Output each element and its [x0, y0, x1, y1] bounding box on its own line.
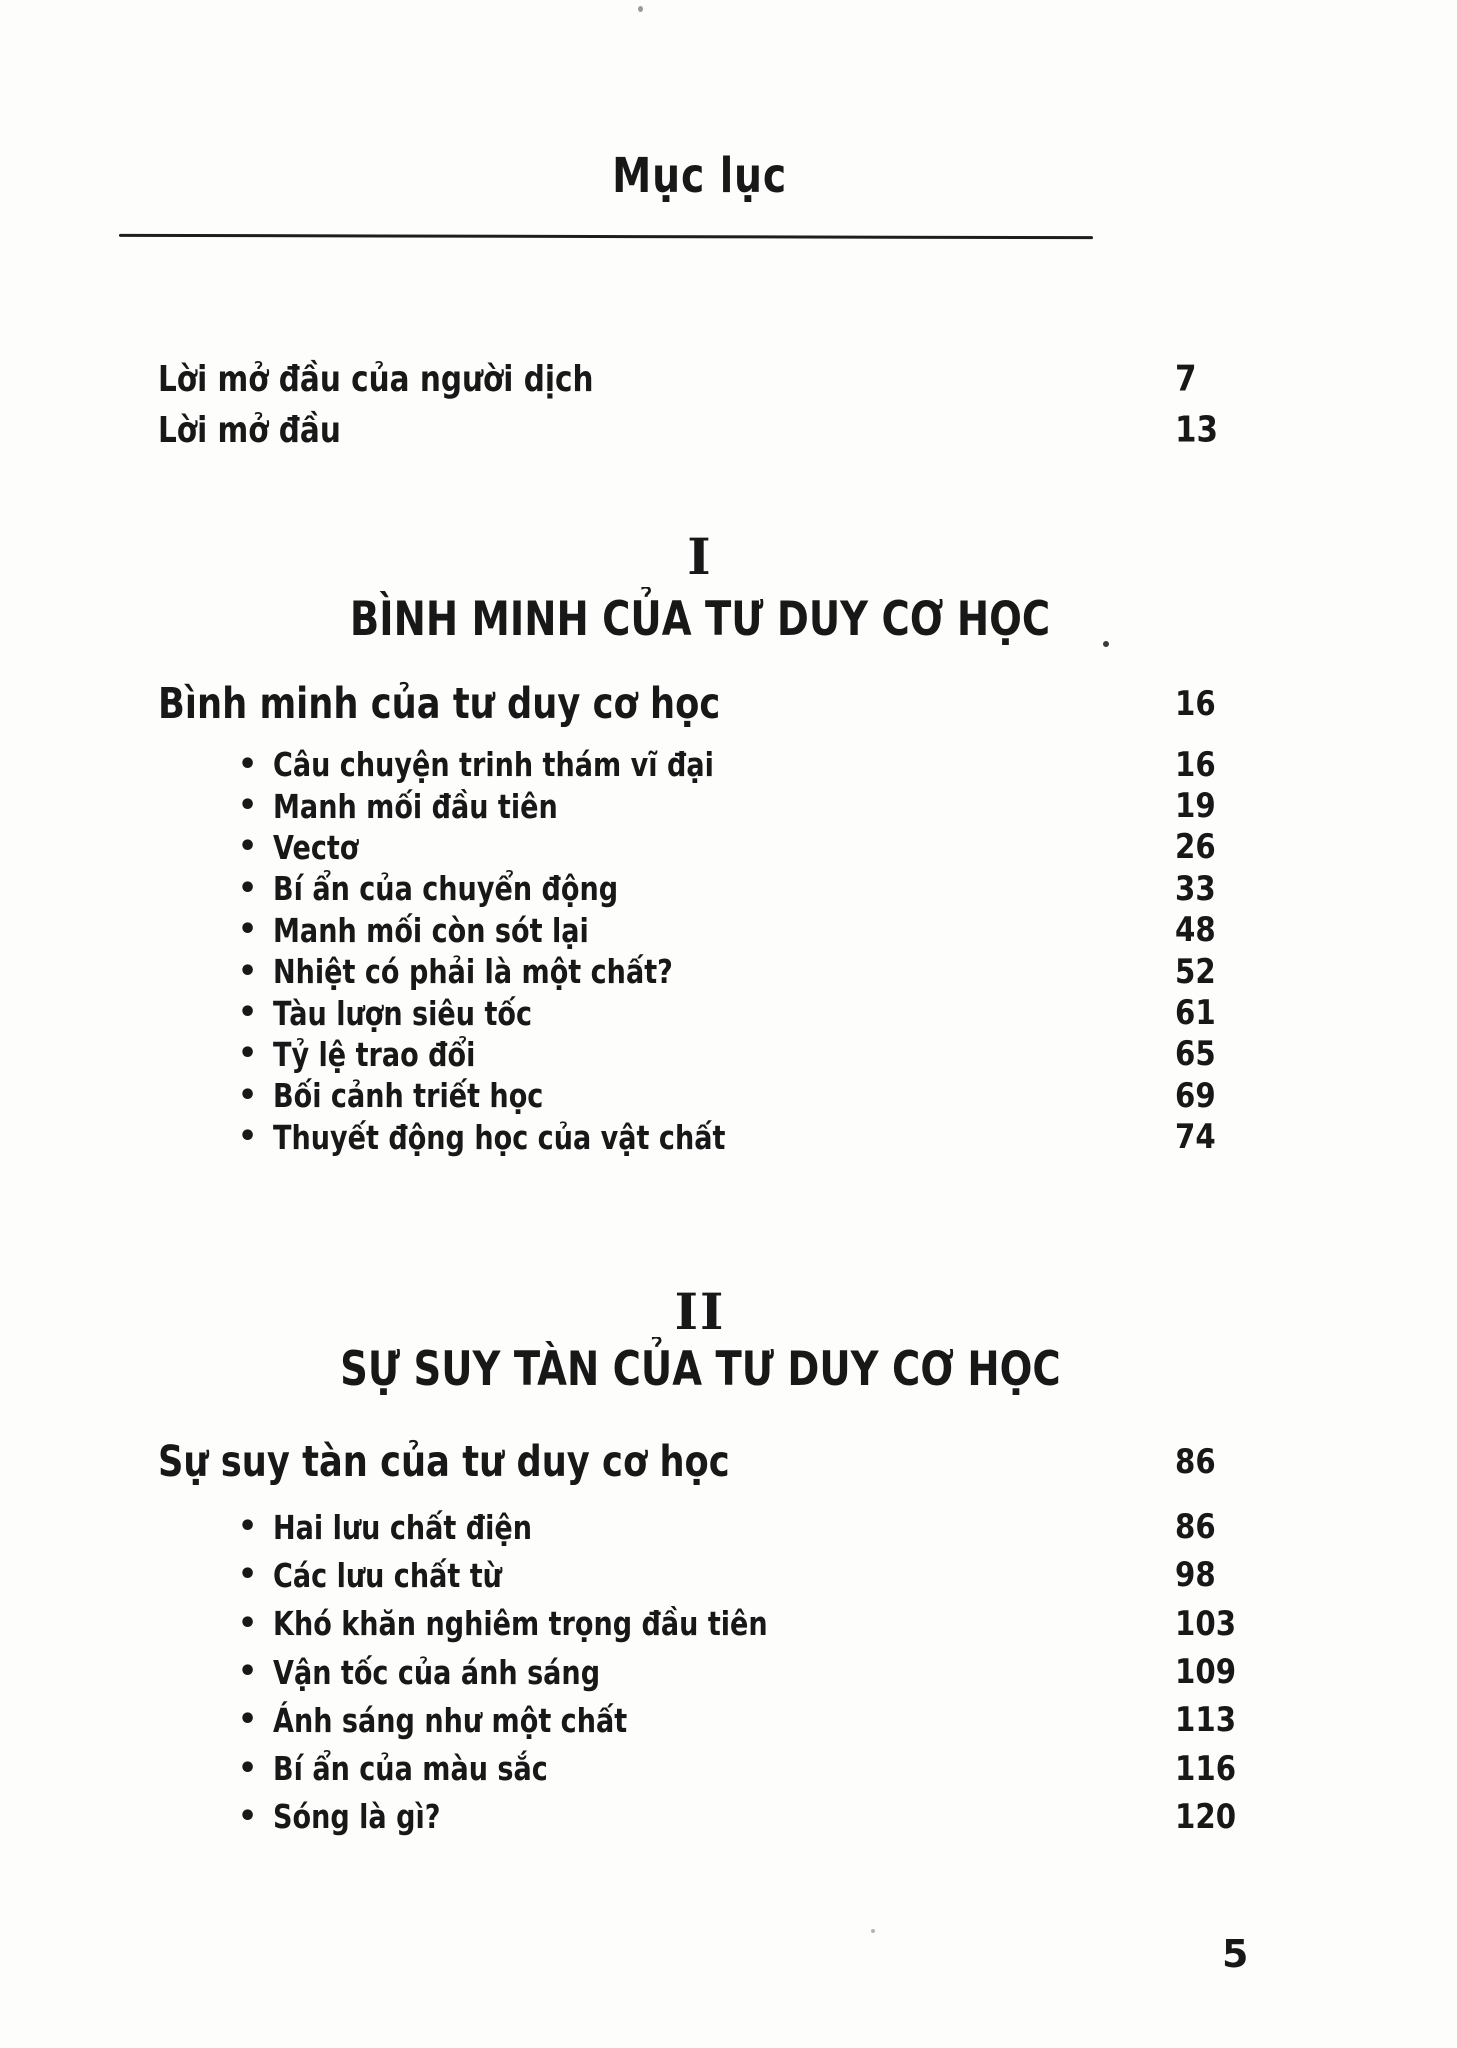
toc-row	[158, 910, 1242, 951]
toc-entry-label: Bối cảnh triết học	[273, 1076, 544, 1116]
bullet-icon: •	[238, 953, 258, 989]
toc-row	[158, 1075, 1242, 1116]
toc-entry-label: Nhiệt có phải là một chất?	[273, 952, 673, 992]
toc-entry-page: 113	[1175, 1700, 1237, 1741]
bullet-icon: •	[238, 1077, 258, 1113]
toc-row	[158, 868, 1242, 909]
scan-speck	[871, 1929, 875, 1933]
page-title-text: Mục lục	[612, 148, 788, 204]
bullet-icon: •	[238, 912, 258, 948]
title-rule	[119, 234, 1093, 239]
bullet-icon: •	[238, 746, 258, 782]
toc-entry-page: 33	[1175, 868, 1216, 909]
toc-row	[158, 1503, 1242, 1551]
toc-entry-label: Vận tốc của ánh sáng	[273, 1652, 601, 1692]
toc-entry-label: Sóng là gì?	[273, 1797, 441, 1837]
toc-entry-label: Vectơ	[273, 827, 359, 867]
page-folio: 5	[1222, 1932, 1249, 1976]
section-item-list	[158, 1503, 1242, 1841]
toc-entry-page: 69	[1175, 1075, 1216, 1116]
bullet-icon: •	[238, 1036, 258, 1072]
toc-entry-page: 16	[1175, 744, 1216, 785]
toc-entry-page: 26	[1175, 827, 1216, 868]
toc-entry-page: 98	[1175, 1555, 1216, 1596]
toc-entry-page: 65	[1175, 1034, 1216, 1075]
bullet-icon: •	[238, 1702, 258, 1738]
toc-entry-page: 86	[1175, 1442, 1216, 1482]
toc-row	[158, 992, 1242, 1033]
toc-entry-page: 103	[1175, 1603, 1237, 1644]
bullet-icon: •	[238, 1750, 258, 1786]
toc-entry-page: 48	[1175, 910, 1216, 951]
toc-row	[158, 408, 1242, 452]
toc-row	[158, 357, 1242, 401]
bullet-icon: •	[238, 788, 258, 824]
toc-entry-page: 86	[1175, 1507, 1216, 1548]
toc-entry-label: Câu chuyện trinh thám vĩ đại	[273, 745, 714, 785]
toc-entry-page: 116	[1175, 1748, 1237, 1789]
toc-entry-page: 74	[1175, 1117, 1216, 1158]
toc-row	[158, 1436, 1242, 1488]
toc-entry-label: Tàu lượn siêu tốc	[273, 993, 533, 1033]
toc-entry-label: Khó khăn nghiêm trọng đầu tiên	[273, 1604, 768, 1644]
toc-entry-label: Các lưu chất từ	[273, 1555, 502, 1595]
section-numeral: II	[674, 1282, 726, 1341]
bullet-icon: •	[238, 829, 258, 865]
toc-entry-label: Bí ẩn của màu sắc	[273, 1749, 548, 1789]
toc-entry-page: 61	[1175, 993, 1216, 1034]
toc-entry-label: Manh mối đầu tiên	[273, 786, 558, 826]
section-heading: BÌNH MINH CỦA TƯ DUY CƠ HỌC	[349, 592, 1051, 647]
toc-entry-page: 109	[1175, 1652, 1237, 1693]
toc-row	[158, 1793, 1242, 1841]
bullet-icon: •	[238, 1798, 258, 1834]
toc-entry-label: Thuyết động học của vật chất	[273, 1117, 726, 1157]
bullet-icon: •	[238, 1557, 258, 1593]
toc-row	[158, 785, 1242, 826]
bullet-icon: •	[238, 995, 258, 1031]
page-title	[158, 148, 1242, 204]
bullet-icon: •	[238, 1605, 258, 1641]
toc-entry-label: Hai lưu chất điện	[273, 1507, 533, 1547]
toc-entry-page: 13	[1175, 409, 1219, 451]
toc-row	[158, 827, 1242, 868]
toc-entry-label: Tỷ lệ trao đổi	[273, 1034, 476, 1074]
toc-row	[158, 1648, 1242, 1696]
toc-row	[158, 1551, 1242, 1599]
bullet-icon: •	[238, 1654, 258, 1690]
toc-row	[158, 1744, 1242, 1792]
toc-entry-label: Bình minh của tư duy cơ học	[158, 679, 721, 729]
toc-row	[158, 744, 1242, 785]
toc-row	[158, 1600, 1242, 1648]
toc-entry-page: 19	[1175, 786, 1216, 827]
bullet-icon: •	[238, 870, 258, 906]
toc-entry-label: Ánh sáng như một chất	[273, 1700, 628, 1740]
section-heading: SỰ SUY TÀN CỦA TƯ DUY CƠ HỌC	[339, 1342, 1061, 1397]
scan-speck	[638, 6, 643, 12]
toc-entry-page: 52	[1175, 951, 1216, 992]
toc-entry-label: Lời mở đầu của người dịch	[158, 358, 594, 400]
toc-entry-label: Manh mối còn sót lại	[273, 910, 589, 950]
toc-entry-page: 7	[1175, 358, 1197, 400]
toc-row	[158, 1117, 1242, 1158]
section-item-list	[158, 744, 1242, 1158]
toc-row	[158, 1034, 1242, 1075]
toc-row	[158, 1696, 1242, 1744]
bullet-icon: •	[238, 1509, 258, 1545]
bullet-icon: •	[238, 1119, 258, 1155]
toc-row	[158, 678, 1242, 730]
toc-entry-page: 120	[1175, 1796, 1237, 1837]
toc-row	[158, 951, 1242, 992]
toc-entry-label: Bí ẩn của chuyển động	[273, 869, 619, 909]
section-numeral: I	[687, 527, 713, 586]
toc-entry-label: Sự suy tàn của tư duy cơ học	[158, 1437, 730, 1487]
toc-entry-label: Lời mở đầu	[158, 409, 341, 451]
toc-entry-page: 16	[1175, 684, 1216, 724]
